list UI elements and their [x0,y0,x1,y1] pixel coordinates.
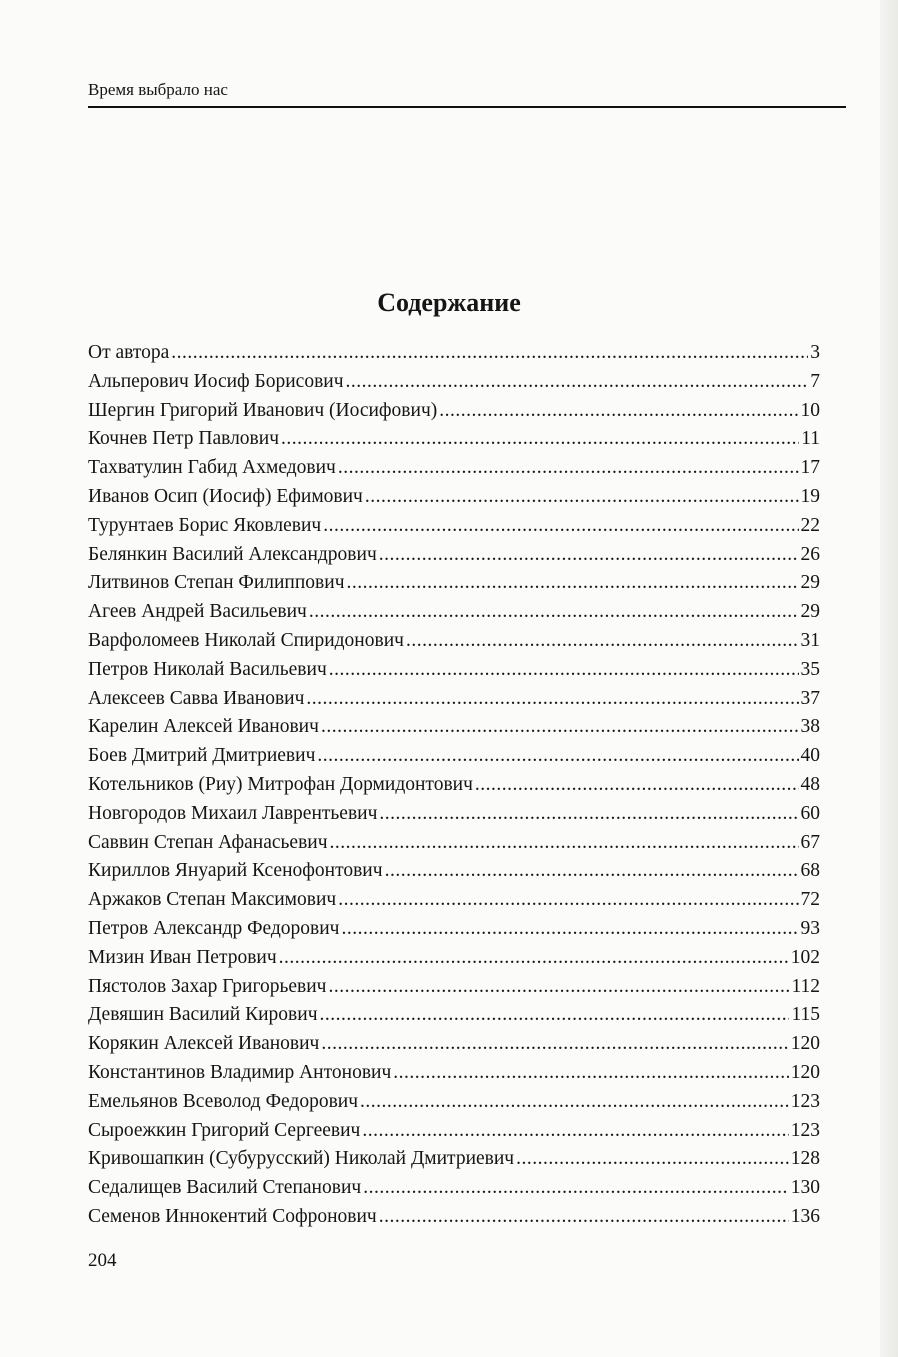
toc-entry-name: Литвинов Степан Филиппович [88,572,345,594]
toc-entry-page: 29 [800,572,820,594]
leader-dots [328,976,789,998]
toc-entry[interactable] [88,688,820,717]
leader-dots [406,630,799,652]
toc-entry-name: Шергин Григорий Иванович (Иосифович) [88,399,438,421]
toc-entry[interactable] [88,601,820,630]
leader-dots [317,745,798,767]
toc-entry-page: 93 [800,917,820,939]
leader-dots [439,400,798,422]
toc-entry[interactable] [88,947,820,976]
toc-entry[interactable] [88,745,820,774]
header-rule [88,106,846,108]
toc-entry-name: Кириллов Януарий Ксенофонтович [88,860,383,882]
toc-entry-page: 29 [800,601,820,623]
toc-entry-name: Пястолов Захар Григорьевич [88,975,327,997]
leader-dots [362,1120,788,1142]
toc-entry-name: Константинов Владимир Антонович [88,1061,392,1083]
toc-entry-name: Седалищев Василий Степанович [88,1177,362,1199]
toc-entry-name: Саввин Степан Афанасьевич [88,831,328,853]
toc-entry[interactable] [88,342,820,371]
leader-dots [363,1177,789,1199]
toc-entry[interactable] [88,1033,820,1062]
leader-dots [379,1206,789,1228]
toc-entry-name: Варфоломеев Николай Спиридонович [88,629,404,651]
toc-entry-page: 68 [800,860,820,882]
toc-entry-page: 40 [800,745,820,767]
toc-entry-page: 120 [790,1061,820,1083]
toc-entry[interactable] [88,486,820,515]
toc-entry-page: 128 [790,1148,820,1170]
leader-dots [306,688,798,710]
toc-entry-page: 7 [810,370,820,392]
toc-entry-name: Иванов Осип (Иосиф) Ефимович [88,485,363,507]
toc-entry[interactable] [88,457,820,486]
toc-entry-name: Карелин Алексей Иванович [88,716,319,738]
toc-entry-name: Емельянов Всеволод Федорович [88,1090,359,1112]
toc-entry-name: Аржаков Степан Максимович [88,889,337,911]
toc-entry-name: Новгородов Михаил Лаврентьевич [88,802,378,824]
toc-entry[interactable] [88,832,820,861]
toc-entry[interactable] [88,428,820,457]
toc-entry-page: 35 [800,658,820,680]
toc-entry-name: Петров Александр Федорович [88,917,340,939]
leader-dots [342,918,799,940]
toc-entry[interactable] [88,659,820,688]
leader-dots [365,486,799,508]
toc-entry-name: Девяшин Василий Кирович [88,1004,318,1026]
page-title: Содержание [377,288,521,317]
toc-entry-name: Корякин Алексей Иванович [88,1033,320,1055]
toc-entry-name: Котельников (Риу) Митрофан Дормидонтович [88,773,473,795]
leader-dots [171,342,808,364]
toc-entry-name: Агеев Андрей Васильевич [88,601,307,623]
toc-entry-page: 123 [790,1119,820,1141]
toc-entry-page: 10 [800,399,820,421]
toc-entry[interactable] [88,803,820,832]
toc-entry-page: 48 [800,773,820,795]
toc-entry-page: 102 [790,946,820,968]
page-edge [880,0,898,1357]
toc-entry[interactable] [88,918,820,947]
toc-entry-page: 26 [800,543,820,565]
toc-entry[interactable] [88,544,820,573]
leader-dots [393,1062,788,1084]
leader-dots [281,428,799,450]
leader-dots [347,572,799,594]
toc-entry[interactable] [88,630,820,659]
leader-dots [338,457,799,479]
toc-entry[interactable] [88,1120,820,1149]
toc-entry-page: 19 [800,485,820,507]
toc-entry-page: 11 [801,428,820,450]
toc-entry-page: 120 [790,1033,820,1055]
leader-dots [516,1148,789,1170]
toc-entry-name: Алексеев Савва Иванович [88,687,305,709]
toc-entry-page: 67 [800,831,820,853]
toc-entry[interactable] [88,716,820,745]
toc-entry-name: Альперович Иосиф Борисович [88,370,344,392]
leader-dots [360,1091,789,1113]
toc-entry[interactable] [88,1091,820,1120]
leader-dots [379,803,798,825]
toc-entry-name: От автора [88,342,170,363]
toc-entry[interactable] [88,889,820,918]
toc-entry[interactable] [88,371,820,400]
leader-dots [329,659,799,681]
leader-dots [379,544,799,566]
running-header: Время выбрало нас [88,80,228,99]
leader-dots [338,889,798,911]
toc-entry[interactable] [88,1148,820,1177]
toc-entry-page: 130 [790,1177,820,1199]
toc-entry-page: 3 [810,342,820,363]
toc-entry-name: Турунтаев Борис Яковлевич [88,514,322,536]
toc-entry-page: 136 [790,1205,820,1227]
leader-dots [323,515,798,537]
toc-entry-page: 123 [790,1090,820,1112]
leader-dots [385,860,799,882]
leader-dots [279,947,789,969]
toc-entry-name: Кривошапкин (Субурусский) Николай Дмитриевич [88,1148,515,1170]
toc-entry-name: Кочнев Петр Павлович [88,428,280,450]
toc-entry-name: Семенов Иннокентий Софронович [88,1205,377,1227]
toc-entry-page: 37 [800,687,820,709]
toc-entry-name: Боев Дмитрий Дмитриевич [88,745,316,767]
leader-dots [321,716,799,738]
leader-dots [321,1033,788,1055]
toc-entry-page: 112 [791,975,820,997]
toc-entry-name: Тахватулин Габид Ахмедович [88,457,336,479]
leader-dots [475,774,799,796]
toc-entry-name: Сыроежкин Григорий Сергеевич [88,1119,361,1141]
toc-entry[interactable] [88,774,820,803]
toc-entry[interactable] [88,1062,820,1091]
toc-entry-name: Мизин Иван Петрович [88,946,277,968]
leader-dots [330,832,799,854]
toc-entry[interactable] [88,1004,820,1033]
leader-dots [320,1004,790,1026]
toc-entry[interactable] [88,515,820,544]
toc-entry-page: 22 [800,514,820,536]
toc-entry-name: Петров Николай Васильевич [88,658,327,680]
toc-entry-page: 72 [800,889,820,911]
toc-entry-page: 38 [800,716,820,738]
toc-entry[interactable] [88,400,820,429]
toc-entry-page: 115 [791,1004,820,1026]
toc-entry[interactable] [88,1206,820,1235]
toc-entry-page: 60 [800,802,820,824]
toc-entry[interactable] [88,572,820,601]
leader-dots [309,601,799,623]
toc-entry-name: Белянкин Василий Александрович [88,543,377,565]
toc-entry[interactable] [88,860,820,889]
table-of-contents [88,342,820,1235]
toc-entry[interactable] [88,976,820,1005]
toc-entry-page: 17 [800,457,820,479]
page-number: 204 [88,1250,117,1271]
toc-entry-page: 31 [800,629,820,651]
toc-entry[interactable] [88,1177,820,1206]
leader-dots [346,371,809,393]
